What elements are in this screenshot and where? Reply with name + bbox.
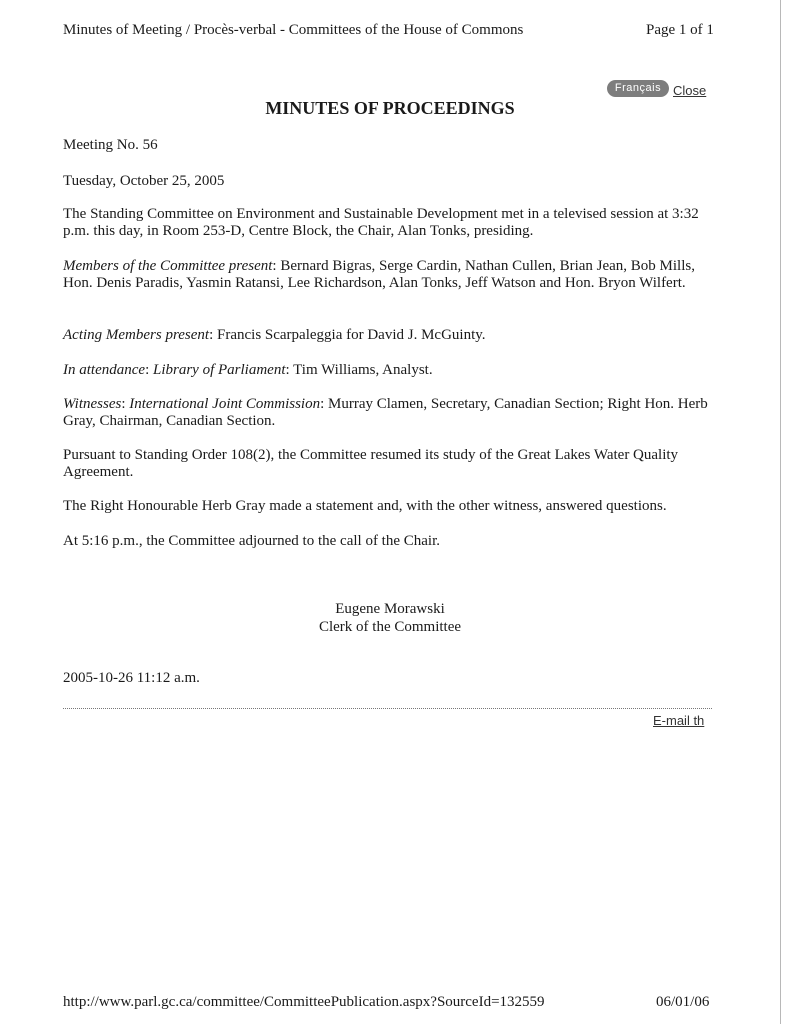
pursuant-paragraph: Pursuant to Standing Order 108(2), the Committee resumed its study of the Great Lakes Water Quality Agreement. [63,447,679,480]
email-link[interactable]: E-mail th [653,713,705,728]
page-number: Page 1 of 1 [646,22,714,38]
witnesses-list: : Murray Clamen, Secretary, Canadian Section; Right Hon. Herb Gray, Chairman, Canadian Section. [63,396,708,429]
witnesses-separator: : [121,396,130,412]
footer-url: http://www.parl.gc.ca/committee/CommitteePublication.aspx?SourceId=132559 [63,994,545,1010]
ijc-label: International Joint Commission [129,396,321,412]
language-toggle-button[interactable]: Français [607,80,669,97]
members-list: : Bernard Bigras, Serge Cardin, Nathan Cullen, Brian Jean, Bob Mills, Hon. Denis Paradis, Yasmin Ratansi, Lee Richardson, Alan Tonks, Jeff Watson and Hon. Bryon Wilfert. [63,258,695,291]
clerk-name: Eugene Morawski [335,601,445,617]
intro-paragraph: The Standing Committee on Environment and Sustainable Development met in a televised session at 3:32 p.m. this day, in Room 253-D, Centre Block, the Chair, Alan Tonks, presiding. [63,206,699,239]
statement-paragraph: The Right Honourable Herb Gray made a statement and, with the other witness, answered questions. [63,498,667,514]
attendance-separator: : [145,362,153,378]
page-header-title: Minutes of Meeting / Procès-verbal - Committees of the House of Commons [63,22,524,38]
timestamp: 2005-10-26 11:12 a.m. [63,670,200,686]
acting-label: Acting Members present [63,327,210,343]
members-paragraph [63,258,713,292]
attendance-list: : Tim Williams, Analyst. [285,362,433,378]
acting-list: : Francis Scarpaleggia for David J. McGuinty. [209,327,486,343]
page-edge-line [780,0,781,1024]
adjournment-paragraph: At 5:16 p.m., the Committee adjourned to the call of the Chair. [63,533,441,549]
witnesses-paragraph [63,396,713,430]
clerk-title: Clerk of the Committee [318,619,462,635]
close-link[interactable]: Close [673,83,707,98]
members-label: Members of the Committee present [63,258,273,274]
witnesses-label: Witnesses [63,396,122,412]
meeting-date: Tuesday, October 25, 2005 [63,173,225,189]
separator [63,708,712,709]
document-title: MINUTES OF PROCEEDINGS [265,98,515,118]
footer-date: 06/01/06 [656,994,710,1010]
library-label: Library of Parliament [152,362,286,378]
meeting-number: Meeting No. 56 [63,137,158,153]
attendance-paragraph [63,362,713,379]
acting-members-paragraph [63,327,713,344]
attendance-label: In attendance [63,362,146,378]
